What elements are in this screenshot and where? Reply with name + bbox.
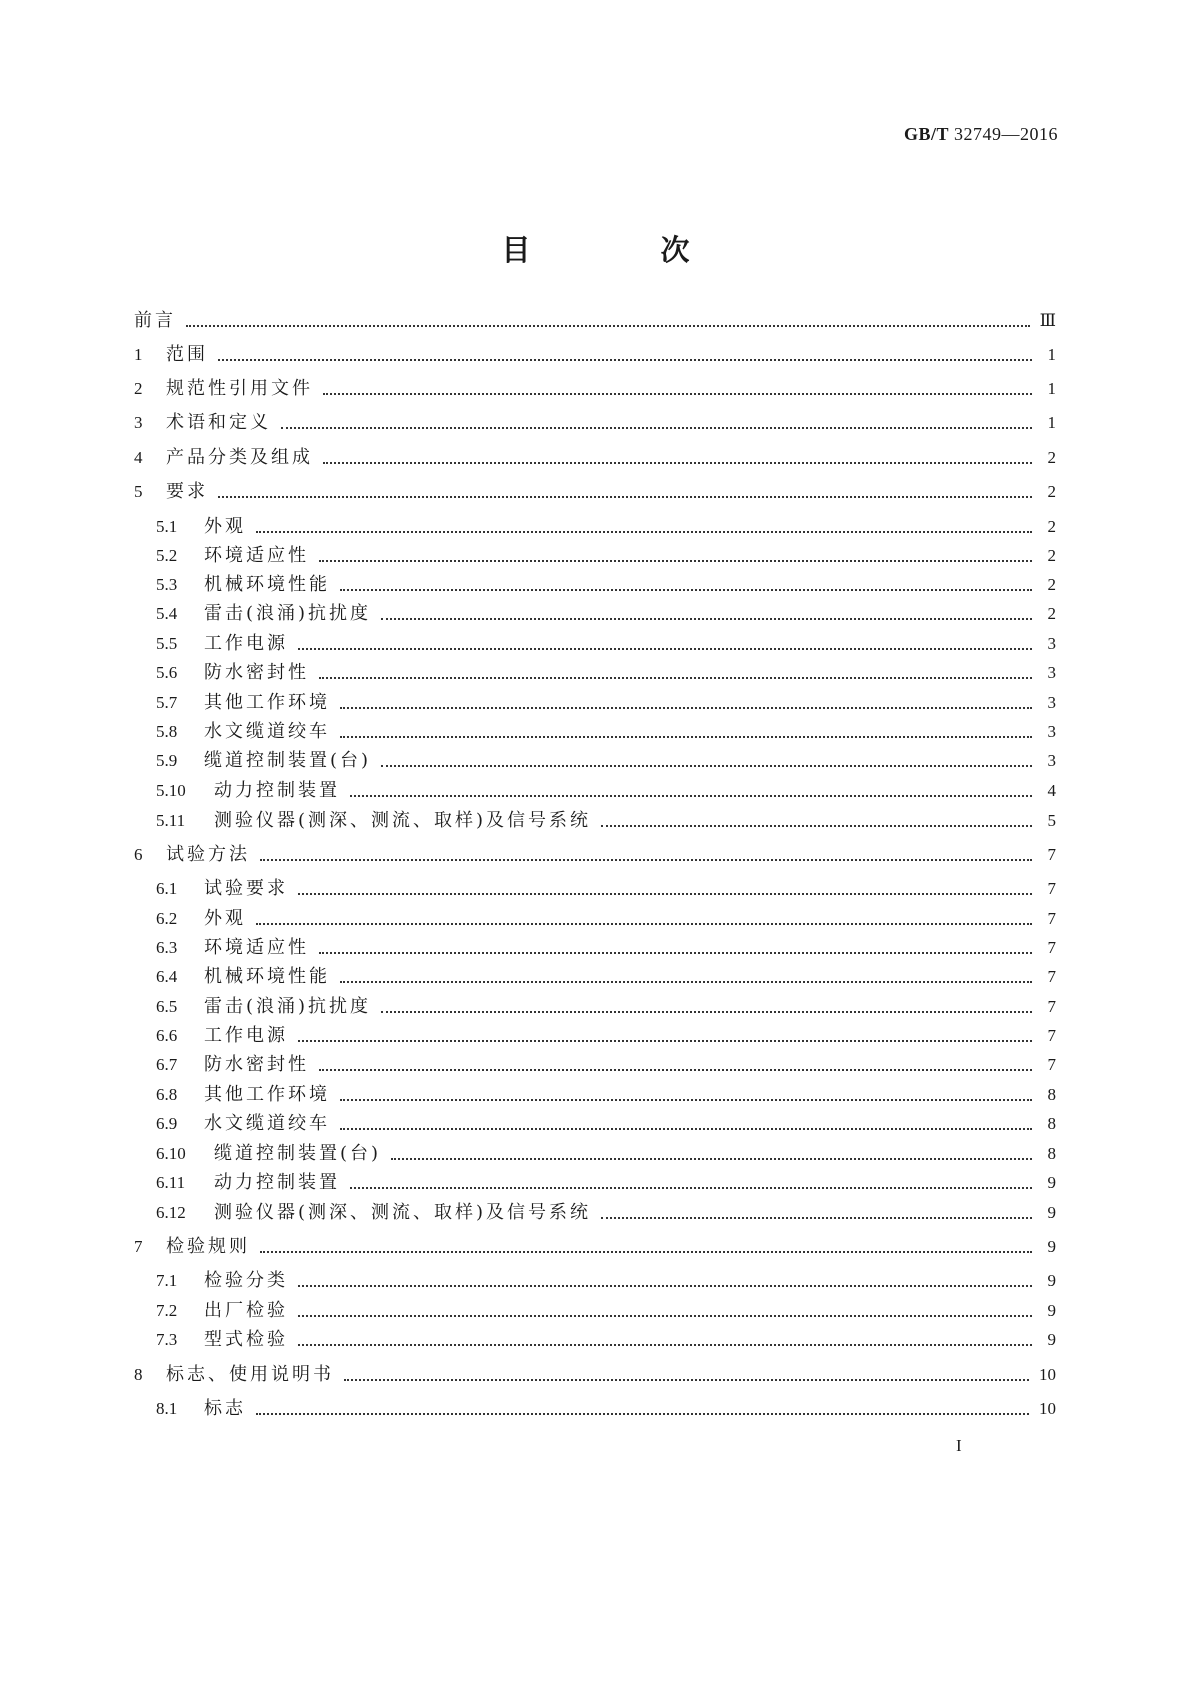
toc-entry[interactable]: [134, 308, 1056, 334]
toc-dot-leader: [381, 617, 1032, 620]
toc-dot-leader: [323, 392, 1032, 395]
toc-entry-page: 7: [1047, 909, 1056, 928]
toc-entry[interactable]: [134, 1327, 1056, 1353]
toc-entry-title: 范围: [166, 344, 208, 365]
toc-entry-page: 9: [1047, 1271, 1056, 1290]
toc-entry[interactable]: [134, 660, 1056, 686]
toc-entry[interactable]: [134, 778, 1056, 804]
toc-entry[interactable]: [134, 1082, 1056, 1108]
toc-entry[interactable]: [134, 1268, 1056, 1294]
toc-entry[interactable]: [134, 572, 1056, 598]
toc-dot-leader: [298, 892, 1032, 895]
toc-entry[interactable]: [134, 1023, 1056, 1049]
toc-entry-title: 外观: [204, 516, 246, 537]
toc-entry-number: 8.1: [156, 1399, 178, 1418]
toc-entry-title: 雷击(浪涌)抗扰度: [204, 996, 372, 1017]
toc-entry-page: 8: [1047, 1144, 1056, 1163]
toc-entry-title: 机械环境性能: [204, 966, 330, 987]
toc-entry[interactable]: [134, 1170, 1056, 1196]
toc-entry-number: 5.1: [156, 517, 178, 536]
toc-entry-page: 3: [1047, 663, 1056, 682]
toc-entry-title: 型式检验: [204, 1329, 288, 1350]
toc-entry-page: 2: [1047, 546, 1056, 565]
toc-dot-leader: [350, 1186, 1032, 1189]
toc-entry-page: 10: [1039, 1399, 1056, 1418]
toc-entry-title: 要求: [166, 481, 208, 502]
toc-entry[interactable]: [134, 479, 1056, 505]
toc-entry[interactable]: [134, 410, 1056, 436]
toc-entry-title: 测验仪器(测深、测流、取样)及信号系统: [214, 1202, 592, 1223]
toc-dot-leader: [186, 324, 1030, 327]
document-code-number: 32749—2016: [954, 124, 1058, 144]
toc-entry[interactable]: [134, 631, 1056, 657]
toc-entry-page: 3: [1047, 751, 1056, 770]
toc-entry-page: 9: [1047, 1301, 1056, 1320]
toc-entry-title: 测验仪器(测深、测流、取样)及信号系统: [214, 810, 592, 831]
toc-entry-page: 9: [1047, 1330, 1056, 1349]
toc-entry-title: 试验方法: [166, 844, 250, 865]
toc-entry-page: 7: [1047, 1026, 1056, 1045]
document-code: [904, 124, 1058, 145]
toc-dot-leader: [281, 426, 1032, 429]
toc-entry-page: 2: [1047, 482, 1056, 501]
toc-entry-page: 9: [1047, 1203, 1056, 1222]
toc-entry-number: 5.11: [156, 811, 186, 830]
toc-entry-page: 2: [1047, 575, 1056, 594]
toc-entry-page: 5: [1047, 811, 1056, 830]
toc-entry[interactable]: [134, 719, 1056, 745]
toc-entry-page: 8: [1047, 1114, 1056, 1133]
toc-entry-page: 9: [1047, 1173, 1056, 1192]
toc-dot-leader: [340, 980, 1032, 983]
toc-entry-title: 机械环境性能: [204, 574, 330, 595]
toc-entry-number: 6.1: [156, 879, 178, 898]
toc-entry-number: 6.9: [156, 1114, 178, 1133]
toc-entry[interactable]: [134, 876, 1056, 902]
toc-entry-title: 工作电源: [204, 1025, 288, 1046]
toc-entry-title: 其他工作环境: [204, 1084, 330, 1105]
toc-entry[interactable]: [134, 906, 1056, 932]
toc-dot-leader: [319, 951, 1032, 954]
toc-entry-number: 5.6: [156, 663, 178, 682]
toc-entry[interactable]: [134, 964, 1056, 990]
toc-entry-page: 4: [1047, 781, 1056, 800]
toc-dot-leader: [256, 1412, 1029, 1415]
toc-dot-leader: [218, 495, 1032, 498]
toc-entry-number: 5.4: [156, 604, 178, 623]
toc-entry-page: 1: [1047, 379, 1056, 398]
toc-entry-number: 5.10: [156, 781, 186, 800]
toc-entry-page: 10: [1039, 1365, 1056, 1384]
toc-entry-page: 2: [1047, 517, 1056, 536]
toc-entry[interactable]: [134, 1141, 1056, 1167]
toc-entry-page: 7: [1047, 845, 1056, 864]
toc-entry[interactable]: [134, 601, 1056, 627]
toc-dot-leader: [256, 530, 1032, 533]
toc-entry-number: 7.1: [156, 1271, 178, 1290]
toc-entry-title: 环境适应性: [204, 937, 309, 958]
toc-entry-page: 8: [1047, 1085, 1056, 1104]
toc-dot-leader: [340, 706, 1032, 709]
toc-entry-number: 6.3: [156, 938, 178, 957]
toc-entry-page: 1: [1047, 413, 1056, 432]
toc-dot-leader: [319, 559, 1032, 562]
toc-entry-page: 7: [1047, 879, 1056, 898]
toc-entry-page: 7: [1047, 967, 1056, 986]
document-code-prefix: GB/T: [903, 124, 949, 144]
toc-entry[interactable]: [134, 842, 1056, 868]
toc-entry[interactable]: [134, 1111, 1056, 1137]
toc-entry-number: 6.10: [156, 1144, 186, 1163]
toc-entry-title: 动力控制装置: [214, 1172, 340, 1193]
toc-entry-number: 3: [134, 413, 143, 432]
toc-dot-leader: [391, 1157, 1032, 1160]
toc-entry-number: 5: [134, 482, 143, 501]
toc-entry[interactable]: [134, 935, 1056, 961]
toc-dot-leader: [601, 1216, 1032, 1219]
page-number: I: [956, 1436, 962, 1455]
toc-entry[interactable]: [134, 748, 1056, 774]
toc-entry-number: 4: [134, 448, 143, 467]
toc-dot-leader: [340, 588, 1032, 591]
toc-entry[interactable]: [134, 1362, 1056, 1388]
toc-dot-leader: [381, 764, 1032, 767]
toc-entry-page: 7: [1047, 997, 1056, 1016]
toc-entry-page: 1: [1047, 345, 1056, 364]
toc-entry-number: 6.5: [156, 997, 178, 1016]
toc-entry[interactable]: [134, 808, 1056, 834]
toc-entry-number: 7: [134, 1237, 143, 1256]
toc-entry-number: 6.8: [156, 1085, 178, 1104]
toc-dot-leader: [298, 1284, 1032, 1287]
toc-heading: 目 次: [501, 233, 750, 267]
toc-entry-page: 2: [1047, 604, 1056, 623]
toc-entry-title: 雷击(浪涌)抗扰度: [204, 603, 372, 624]
toc-entry-title: 环境适应性: [204, 545, 309, 566]
toc-dot-leader: [260, 1250, 1032, 1253]
toc-dot-leader: [298, 1314, 1032, 1317]
toc-entry-title: 防水密封性: [204, 1054, 309, 1075]
toc-entry[interactable]: [134, 543, 1056, 569]
toc-entry[interactable]: [134, 1200, 1056, 1226]
toc-entry-page: 9: [1047, 1237, 1056, 1256]
toc-entry-title: 试验要求: [204, 878, 288, 899]
toc-entry-number: 6.2: [156, 909, 178, 928]
toc-entry-title: 出厂检验: [204, 1300, 288, 1321]
toc-dot-leader: [601, 824, 1032, 827]
toc-entry-page: 2: [1047, 448, 1056, 467]
toc-entry-title: 产品分类及组成: [166, 447, 313, 468]
toc-dot-leader: [298, 1343, 1032, 1346]
toc-entry-number: 7.2: [156, 1301, 178, 1320]
toc-entry[interactable]: [134, 1396, 1056, 1422]
toc-entry-number: 6: [134, 845, 143, 864]
toc-entry-title: 标志: [204, 1398, 246, 1419]
toc-entry-number: 5.2: [156, 546, 178, 565]
toc-entry-title: 水文缆道绞车: [204, 1113, 330, 1134]
toc-entry-title: 水文缆道绞车: [204, 721, 330, 742]
toc-dot-leader: [323, 461, 1032, 464]
toc-entry-title: 动力控制装置: [214, 780, 340, 801]
toc-entry-number: 6.4: [156, 967, 178, 986]
toc-entry-number: 5.8: [156, 722, 178, 741]
toc-entry-number: 7.3: [156, 1330, 178, 1349]
toc-dot-leader: [298, 1039, 1032, 1042]
toc-dot-leader: [340, 1098, 1032, 1101]
toc-entry-title: 其他工作环境: [204, 692, 330, 713]
toc-entry-number: 5.3: [156, 575, 178, 594]
toc-entry-number: 1: [134, 345, 143, 364]
toc-entry-number: 6.6: [156, 1026, 178, 1045]
toc-entry-page: 3: [1047, 722, 1056, 741]
toc-dot-leader: [319, 1068, 1032, 1071]
toc-entry-page: 7: [1047, 1055, 1056, 1074]
toc-entry-title: 规范性引用文件: [166, 378, 313, 399]
toc-entry-title: 术语和定义: [166, 412, 271, 433]
toc-entry[interactable]: [134, 1298, 1056, 1324]
toc-entry[interactable]: [134, 514, 1056, 540]
toc-entry-page: 3: [1047, 693, 1056, 712]
toc-dot-leader: [350, 794, 1032, 797]
toc-entry-number: 5.7: [156, 693, 178, 712]
toc-entry[interactable]: [134, 1234, 1056, 1260]
toc-dot-leader: [218, 358, 1032, 361]
toc-entry-title: 防水密封性: [204, 662, 309, 683]
toc-dot-leader: [298, 647, 1032, 650]
toc-entry-title: 外观: [204, 908, 246, 929]
toc-entry[interactable]: [134, 376, 1056, 402]
toc-entry-title: 标志、使用说明书: [166, 1364, 334, 1385]
toc-entry[interactable]: [134, 1052, 1056, 1078]
toc-entry-number: 2: [134, 379, 143, 398]
toc-entry-page: Ⅲ: [1039, 311, 1056, 330]
toc-entry-number: 5.5: [156, 634, 178, 653]
toc-entry-page: 3: [1047, 634, 1056, 653]
toc-dot-leader: [260, 858, 1032, 861]
toc-entry-number: 8: [134, 1365, 143, 1384]
toc-entry-title: 检验分类: [204, 1270, 288, 1291]
toc-entry[interactable]: [134, 342, 1056, 368]
toc-dot-leader: [319, 676, 1032, 679]
toc-entry-number: 6.12: [156, 1203, 186, 1222]
toc-dot-leader: [340, 735, 1032, 738]
toc-entry-title: 缆道控制装置(台): [204, 750, 372, 771]
toc-entry-title: 工作电源: [204, 633, 288, 654]
toc-dot-leader: [344, 1378, 1029, 1381]
toc-dot-leader: [381, 1010, 1032, 1013]
toc-entry[interactable]: [134, 445, 1056, 471]
toc-entry-title: 检验规则: [166, 1236, 250, 1257]
toc-entry-number: 6.7: [156, 1055, 178, 1074]
toc-entry-number: 6.11: [156, 1173, 186, 1192]
toc-entry-page: 7: [1047, 938, 1056, 957]
toc-dot-leader: [256, 922, 1032, 925]
toc-entry-title: 缆道控制装置(台): [214, 1143, 382, 1164]
toc-entry[interactable]: [134, 994, 1056, 1020]
toc-entry[interactable]: [134, 690, 1056, 716]
toc-dot-leader: [340, 1127, 1032, 1130]
toc-entry-number: 5.9: [156, 751, 178, 770]
toc-entry-title: 前言: [134, 310, 176, 331]
